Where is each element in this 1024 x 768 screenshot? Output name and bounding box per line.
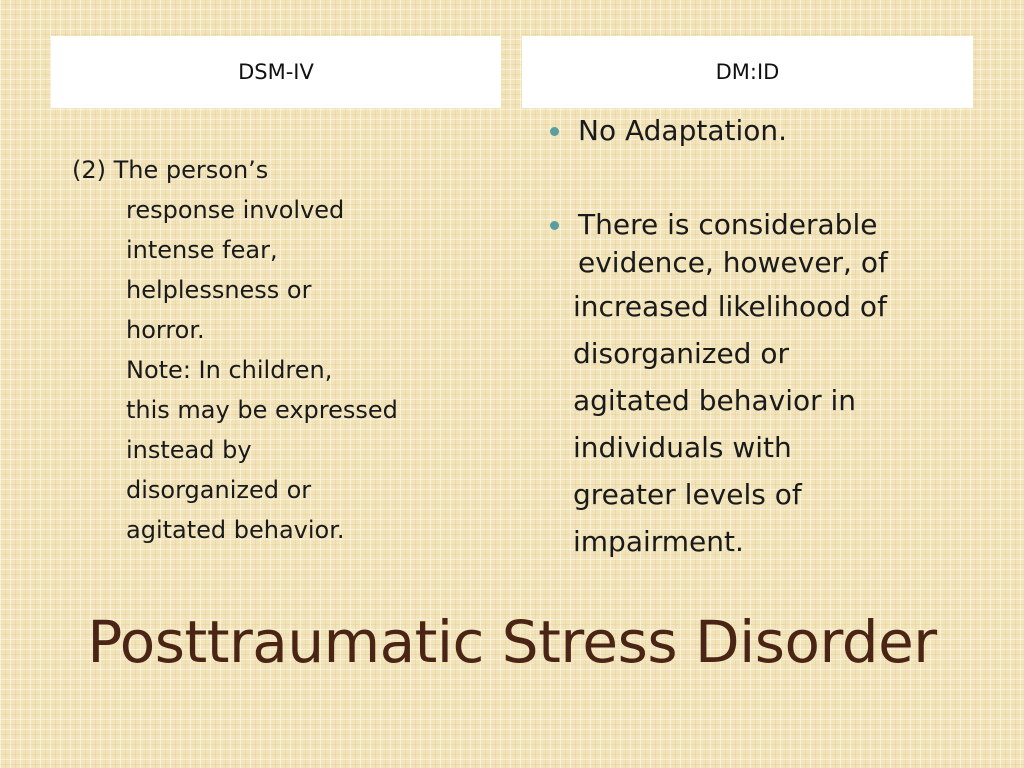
dm-id-content xyxy=(548,112,978,565)
dm-id-header-label: DM:ID xyxy=(715,60,780,84)
dsm-iv-line: response involved xyxy=(126,196,345,224)
continuation-line: greater levels of xyxy=(573,478,802,511)
dsm-iv-header-label: DSM-IV xyxy=(238,60,314,84)
dsm-iv-line: instead by xyxy=(126,436,252,464)
continuation-line: agitated behavior in xyxy=(573,384,857,417)
continuation-line: individuals with xyxy=(573,431,792,464)
slide-title: Posttraumatic Stress Disorder xyxy=(87,608,937,676)
bullet-dot-icon xyxy=(550,221,559,230)
dsm-iv-line: disorganized or xyxy=(126,476,312,504)
dsm-iv-criterion-number: (2) The person’s xyxy=(72,156,269,184)
dsm-iv-content xyxy=(72,150,492,550)
dsm-iv-line: horror. xyxy=(126,316,205,344)
dsm-iv-line: helplessness or xyxy=(126,276,312,304)
bullet-text: No Adaptation. xyxy=(578,114,788,147)
continuation-line: increased likelihood of xyxy=(573,290,887,323)
continuation-line: disorganized or xyxy=(573,337,789,370)
bullet-text: There is considerable xyxy=(578,208,878,241)
dsm-iv-line: this may be expressed xyxy=(126,396,398,424)
dm-id-header xyxy=(522,36,973,108)
bullet-item xyxy=(548,206,978,282)
dsm-iv-line: intense fear, xyxy=(126,236,278,264)
bullet-item xyxy=(548,112,978,150)
bullet-continuation xyxy=(548,283,978,565)
bullet-text: evidence, however, of xyxy=(578,246,888,279)
dsm-iv-header xyxy=(51,36,501,108)
dsm-iv-line: agitated behavior. xyxy=(126,516,345,544)
continuation-line: impairment. xyxy=(573,525,744,558)
bullet-dot-icon xyxy=(550,127,559,136)
dsm-iv-line: Note: In children, xyxy=(126,356,333,384)
